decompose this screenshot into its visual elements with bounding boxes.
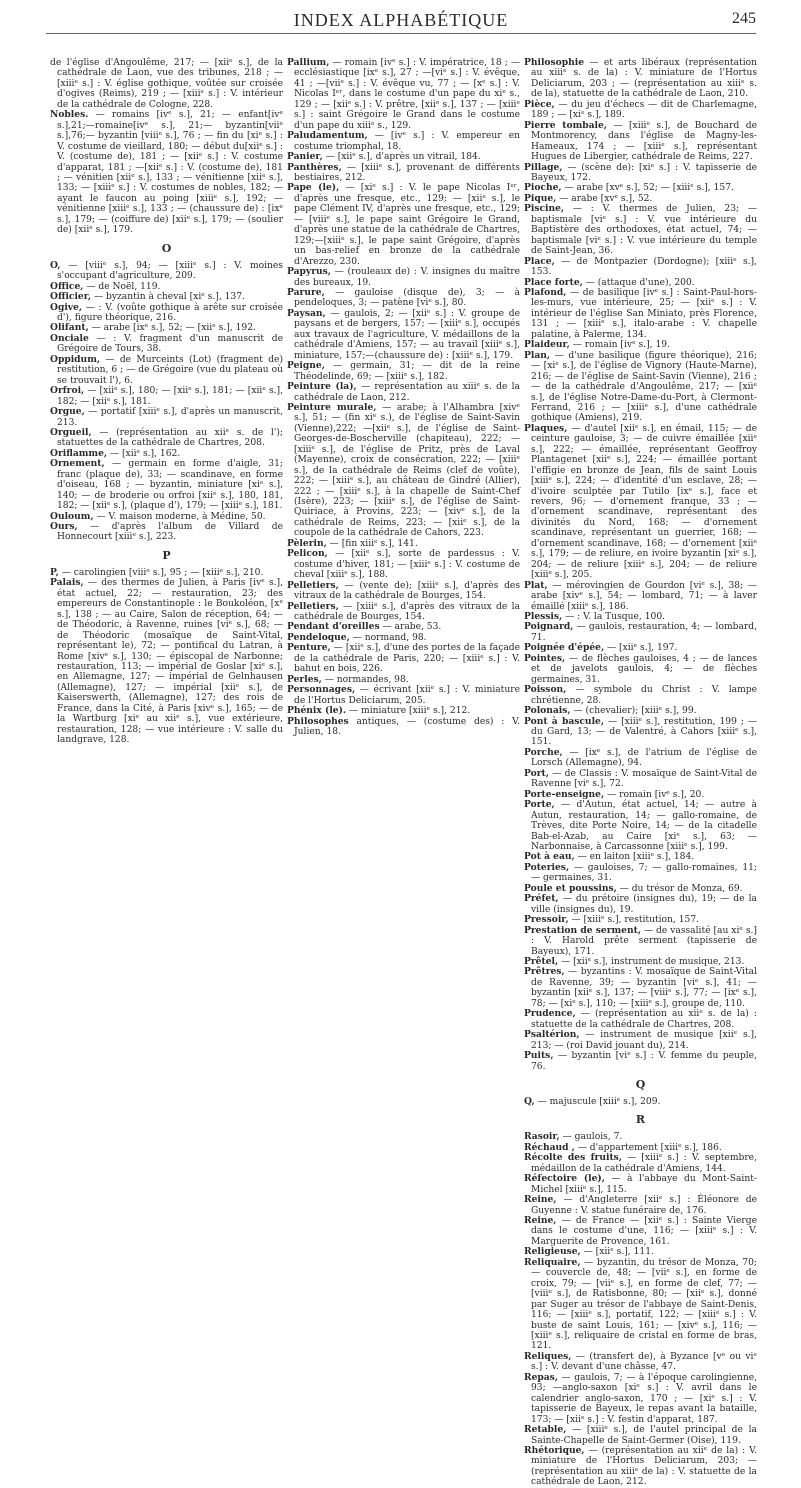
entry-headword: Plessis, — [524, 611, 563, 623]
entry-text: — mérovingien de Gourdon [viᵉ s.], 38; — arabe [xivᵉ s.], 54; — lombard, 71; — à laver émaillé [xiiiᵉ s.], 186. — [531, 580, 757, 612]
index-entry — [524, 926, 757, 957]
entry-headword: Pont à bascule, — [524, 715, 605, 727]
entry-text: — [xiiiᵉ s.], de l'autel principal de la Sainte-Chapelle de Saint-Germer (Oise), 119. — [531, 1425, 757, 1446]
entry-headword: P, — [50, 566, 59, 578]
index-entry — [50, 334, 283, 355]
page-number: 245 — [732, 10, 756, 27]
entry-text: — gauloises, 7; — gallo-romaines, 11; — germaines, 31. — [531, 862, 757, 884]
index-entry — [50, 578, 283, 745]
index-entry — [50, 512, 283, 522]
index-entry — [524, 1446, 757, 1488]
entry-headword: Réchaud , — [524, 1141, 575, 1153]
index-entry — [524, 1258, 757, 1352]
entry-text: — [xiiiᵉ s.], d'après des vitraux de la cathédrale de Bourges, 154. — [294, 601, 520, 623]
entry-text: — (rouleaux de) : V. insignes du maître des bureaux, 19. — [294, 267, 520, 288]
index-entry — [50, 428, 283, 449]
entry-headword: Polonais, — [524, 705, 571, 717]
index-entry — [524, 1097, 757, 1107]
section-letter: R — [635, 1113, 646, 1127]
entry-headword: Philosophie — [524, 57, 585, 68]
entry-text: — (attaque d'une), 200. — [582, 277, 695, 288]
index-entry — [287, 643, 520, 674]
entry-headword: Penture, — [287, 642, 331, 654]
entry-text: — germain en forme d'aigle, 31; franc (plaque de), 33; — scandinave, en forme d'oiseau, 168 ; — byzantin, miniature [xiᵉ s.], 140; — de broderie ou orfroi [xiiᵉ s.], 180, 181, 182; — [xiiᵉ s.], (plaque d'), 179; — [xiiiᵉ s.], 181. — [57, 459, 283, 512]
index-entry — [287, 309, 520, 361]
entry-text: — du jeu d'échecs — dit de Charlemagne, 189 ; — [xiᵉ s.], 189. — [531, 99, 757, 121]
entry-text: — arabe [ixᵉ s.], 52; — [xiiᵉ s.], 192. — [88, 323, 256, 334]
entry-headword: Préfet, — [524, 893, 559, 905]
entry-headword: Plan, — [524, 349, 551, 361]
entry-text: — (vente de); [xiiiᵉ s.], d'après des vitraux de la cathédrale de Bourges, 154. — [294, 580, 520, 602]
entry-headword: Pressoir, — [524, 914, 569, 926]
entry-text: — [xiiiᵉ s.] : V. septembre, médaillon de la cathédrale d'Amiens, 144. — [531, 1153, 757, 1174]
entry-headword: Reine, — [524, 1194, 557, 1206]
index-entry — [524, 769, 757, 790]
entry-text: — [xiiᵉ s.], 111. — [580, 1247, 654, 1258]
entry-headword: O, — [50, 259, 61, 271]
entry-text: — symbole du Christ : V. lampe chrétienne, 28. — [531, 685, 757, 706]
entry-headword: Peinture murale, — [287, 401, 377, 413]
entry-text: — d'autel [xiiᵉ s.], en émail, 115; — de ceinture gauloise, 3; — de cuivre émaillée [xiiᵉ s.], 222; — émaillée, représentant Geoffroy Plantagenet [xiiᵉ s.], 224; — émaillée portant l'effigie en bronze de Jean, fils de saint Louis [xiiiᵉ s.], 224; — d'identité d'un esclave, 28; — d'ivoire sculptée par Tutilo [ixᵉ s.], face et revers, 96; — d'ornement franque, 33 ; — d'ornement scandinave, représentant des divinités du Nord, 168; — d'ornement scandinave, représentant un guerrier, 168; — d'ornement scandinave, 168; — d'ornement [xiiᵉ s.], 179; — de reliure, en ivoire byzantin [xiᵉ s.], 204; — de reliure [xiiiᵉ s.], 204; — de reliure [xiiiᵉ s.], 205. — [531, 423, 757, 581]
index-column-2 — [287, 58, 520, 1488]
index-entry — [287, 549, 520, 580]
entry-text: — [ivᵉ s.] : V. empereur en costume triomphal, 18. — [294, 131, 520, 152]
entry-headword: Nobles. — [50, 109, 89, 121]
index-entry — [524, 288, 757, 340]
index-entry — [50, 386, 283, 407]
entry-text: — gaulois, 7; — à l'époque carolingienne, 93; —anglo-saxon [xiᵉ s.] : V. avril dans le calendrier anglo-saxon, 170 ; — [xiᵉ s.] : V. tapisserie de Bayeux, le repas avant la bataille, 173; — [xiiᵉ s.] : V. festin d'apparat, 187. — [531, 1372, 757, 1425]
entry-text: — en laiton [xiiiᵉ s.], 184. — [574, 852, 695, 863]
entry-text: — [xiiᵉ s.], 162. — [107, 448, 181, 459]
entry-text: — : V. la Tusque, 100. — [562, 612, 666, 623]
index-entry — [524, 257, 757, 278]
entry-headword: Pelletiers, — [287, 600, 339, 612]
entry-headword: Papyrus, — [287, 266, 331, 278]
entry-headword: Place forte, — [524, 276, 583, 288]
entry-headword: Pèlerin, — [287, 537, 327, 549]
entry-text: — [xiiiᵉ s.], restitution, 157. — [568, 915, 700, 926]
entry-text: — arabe [xvᵉ s.], 52. — [556, 193, 653, 204]
entry-headword: Prudence, — [524, 1008, 576, 1020]
index-entry — [524, 1352, 757, 1373]
index-entry — [287, 685, 520, 706]
entry-headword: Pierre tombale, — [524, 119, 607, 131]
entry-text: — gaulois, 7. — [559, 1132, 623, 1143]
entry-text: — [xiᵉ s.] : V. le pape Nicolas Iᵉʳ, d'après une fresque, etc., 129; — [xiiᵉ s.], le pape Clément IV, d'après une fresque, etc., 129; — [viiiᵉ s.], le pape saint Grégoire le Grand, d'après une statue de la cathédrale de Chartres, 129;—[xiiiᵉ s.], le pape saint Grégoire, d'après un bas-relief en bronze de la cathédrale d'Arezzo, 230. — [294, 183, 520, 267]
index-entry — [524, 1425, 757, 1446]
entry-headword: Repas, — [524, 1371, 558, 1383]
entry-headword: Panier, — [287, 151, 323, 163]
entry-headword: Ouloum, — [50, 510, 94, 522]
entry-text: — (scène de): [xiᵉ s.] : V. tapisserie de Bayeux, 172. — [531, 162, 757, 183]
index-entry — [524, 1030, 757, 1051]
index-entry — [524, 790, 757, 800]
entry-text: — miniature [xiiiᵉ s.], 212. — [346, 706, 471, 717]
entry-text: — [xiiᵉ s.], 197. — [604, 643, 678, 654]
index-column-1 — [50, 58, 283, 1488]
entry-headword: Pape (le), — [287, 182, 340, 194]
entry-text: — [xiiᵉ s.], d'une des portes de la façade de la cathédrale de Paris, 220; — [xiiiᵉ s.] : V. bahut en bois, 226. — [294, 643, 520, 675]
index-entry — [524, 204, 757, 256]
index-entry — [287, 288, 520, 309]
entry-headword: Poisson, — [524, 684, 567, 696]
entry-text: — du prétoire (insignes du), 19; — de la ville (insignes du), 19. — [531, 894, 757, 915]
index-entry — [50, 261, 283, 282]
entry-text: — germain, 31; — dit de la reine Théodelinde, 69; — [xiiiᵉ s.], 182. — [294, 361, 520, 382]
entry-headword: Phénix (le). — [287, 705, 347, 717]
header-rule — [46, 33, 756, 34]
entry-headword: Port, — [524, 767, 549, 779]
index-entry — [50, 568, 283, 578]
index-entry — [524, 121, 757, 163]
index-entry — [524, 100, 757, 121]
entry-text: — représentation au xiiiᵉ s. de la cathédrale de Laon, 212. — [294, 382, 520, 403]
entry-headword: Philosophes — [287, 715, 349, 727]
entry-headword: Religieuse, — [524, 1246, 581, 1258]
entry-text: — romain [ivᵉ s.], 20. — [604, 789, 705, 800]
index-entry — [524, 717, 757, 748]
entry-headword: Orgueil, — [50, 426, 92, 438]
entry-text: — de flèches gauloises, 4 ; — de lances et de javelots gaulois, 4; — de flèches germaines, 31. — [531, 653, 757, 685]
entry-text: — de basilique [ivᵉ s.] : Saint-Paul-hors-les-murs, vue intérieure, 25; — [xiiᵉ s.] : V. intérieur de l'église San Miniato, près Florence, 131 ; — [xiiiᵉ s.], italo-arabe : V. chapelle palatine, à Palerme, 134. — [531, 287, 757, 340]
entry-text: — écrivant [xiiᵉ s.] : V. miniature de l'Hortus Deliciarum, 205. — [294, 685, 520, 706]
index-entry — [524, 1051, 757, 1072]
entry-text: — normandes, 98. — [321, 674, 409, 685]
entry-text: — de Murceints (Lot) (fragment de) restitution, 6 ; — de Grégoire (vue du plateau où se trouvait l'), 6. — [57, 354, 283, 386]
entry-text: — [xiiᵉ s.], 180; — [xiiᵉ s.], 181; — [xiiᵉ s.], 182; — [xiiᵉ s.], 181. — [57, 386, 283, 407]
entry-headword: Puits, — [524, 1050, 554, 1062]
entry-headword: Pallium, — [287, 57, 330, 68]
index-entry — [287, 183, 520, 267]
index-columns — [50, 57, 758, 1488]
entry-headword: Porte, — [524, 799, 555, 811]
index-entry — [287, 382, 520, 403]
entry-headword: Plat, — [524, 579, 548, 591]
entry-headword: Olifant, — [50, 322, 89, 334]
entry-headword: Palais, — [50, 577, 84, 589]
index-entry — [287, 163, 520, 184]
entry-text: — romain [ivᵉ s.], 19. — [569, 340, 670, 351]
index-entry — [524, 183, 757, 193]
index-entry — [524, 1195, 757, 1216]
entry-headword: Poteries, — [524, 861, 570, 873]
entry-headword: Oppidum, — [50, 353, 101, 365]
entry-text: — d'appartement [xiiiᵉ s.], 186. — [574, 1142, 722, 1153]
index-entry — [524, 58, 757, 100]
entry-headword: Poule et poussins, — [524, 882, 617, 894]
entry-text: — de France — [xiiᵉ s.] : Sainte Vierge dans le costume d'une, 116; — [xiiiᵉ s.] : V. Marguerite de Provence, 161. — [531, 1216, 757, 1247]
index-entry — [524, 967, 757, 1009]
index-entry — [524, 1373, 757, 1425]
entry-text: — majuscule [xiiiᵉ s.], 209. — [534, 1096, 661, 1107]
entry-text: — : V. (voûte gothique à arête sur croisée d'), figure théorique, 216. — [57, 302, 283, 323]
index-entry — [287, 403, 520, 539]
entry-headword: Ours, — [50, 521, 78, 533]
entry-headword: Office, — [50, 280, 84, 292]
entry-text: — (transfert de), à Byzance [vᵉ ou viᵉ s.] : V. devant d'une châsse, 47. — [531, 1351, 757, 1373]
entry-text: — [xiiiᵉ s.], provenant de différents bestiaires, 212. — [294, 162, 520, 183]
index-entry — [524, 351, 757, 424]
index-entry — [287, 602, 520, 623]
entry-headword: Orfroi, — [50, 385, 85, 397]
index-entry — [524, 1009, 757, 1030]
index-entry — [524, 581, 757, 612]
index-entry — [50, 58, 283, 110]
entry-text: — d'Angleterre [xiiᵉ s.] : Éléonore de Guyenne : V. statue funéraire de, 176. — [531, 1195, 757, 1216]
index-entry — [287, 58, 520, 131]
index-entry — [524, 622, 757, 643]
entry-text: — [xiiᵉ s.], d'après un vitrail, 184. — [322, 152, 481, 163]
entry-headword: Rasoir, — [524, 1131, 560, 1143]
index-entry — [287, 131, 520, 152]
entry-text: — [ixᵉ s.], de l'atrium de l'église de Lorsch (Allemagne), 94. — [531, 747, 757, 769]
entry-headword: Personnages, — [287, 684, 356, 696]
entry-text: — (chevalier); [xiiiᵉ s.], 99. — [570, 706, 697, 717]
entry-headword: Paludamentum, — [287, 130, 368, 142]
entry-headword: Ogive, — [50, 301, 83, 313]
entry-text: — gaulois, 2; — [xiiᵉ s.] : V. groupe de paysans et de bergers, 157; — [xiiiᵉ s.], occupés aux travaux de l'agriculture, V. médaillons de la cathédrale d'Amiens, 157; — au travail [xiiiᵉ s.], miniature, 157;—(chaussure de) : [xiiiᵉ s.], 179. — [294, 308, 520, 361]
entry-headword: Peinture (la), — [287, 381, 357, 393]
index-entry — [524, 1153, 757, 1174]
index-entry — [524, 424, 757, 581]
entry-headword: Pendeloque, — [287, 631, 350, 643]
entry-text: — de Classis : V. mosaïque de Saint-Vital de Ravenne [viᵉ s.], 72. — [531, 768, 757, 790]
entry-headword: Officier, — [50, 291, 92, 303]
entry-headword: Prestation de serment, — [524, 924, 642, 936]
index-entry — [50, 110, 283, 235]
entry-text: — [viiiᵉ s.], 94; — [xiiiᵉ s.] : V. moines s'occupant d'agriculture, 209. — [57, 260, 283, 282]
index-entry — [524, 748, 757, 769]
index-entry — [524, 654, 757, 685]
index-entry — [50, 355, 283, 386]
entry-text: — et arts libéraux (représentation au xiiiᵉ s. de la) : V. miniature de l'Hortus Deliciarum, 203 ; — (représentation au xiiiᵉ s. de la), statuette de la cathédrale de Laon, 210. — [531, 58, 757, 100]
index-entry — [287, 717, 520, 738]
index-entry — [50, 292, 283, 302]
entry-headword: Onciale — [50, 332, 89, 344]
entry-text: de l'église d'Angoulême, 217; — [xiiᵉ s.], de la cathédrale de Laon, vue des tribunes, 218 ; — [xiiiᵉ s.] : V. église gothique, voûtée sur croisée d'ogives (Reims), 219 ; — [xiiiᵉ s.] : V. intérieur de la cathédrale de Cologne, 228. — [50, 58, 283, 110]
entry-text: — normand, 98. — [349, 632, 427, 643]
index-entry — [50, 303, 283, 324]
entry-headword: Q, — [524, 1095, 535, 1107]
index-column-3 — [524, 58, 757, 1488]
entry-headword: Plaques, — [524, 422, 568, 434]
index-entry — [524, 1174, 757, 1195]
entry-text: — byzantins : V. mosaïque de Saint-Vital de Ravenne, 39; — byzantin [viᵉ s.], 41; — byzantin [xiiᵉ s.], 137; — [viiiᵉ s.], 77; — [ixᵉ s.], 78; — [xiᵉ s.], 110; — [xiiiᵉ s.], groupe de, 110. — [531, 967, 757, 1009]
entry-text: — romains [ivᵉ s.], 21; — enfant[ivᵉ s.],21;—romaine[ivᵉ s.], 21;— byzantin[viiᵉ s.],76;— byzantin [viiiᵉ s.], 76 ; — fin du [xiᵉ s.] : V. costume de vieillard, 180; — début du[xiiᵉ s.] : V. (costume de), 181 ; — [xiiᵉ s.] : V. costume d'apparat, 181 ; —[xiiᵉ s.] : V. (costume de), 181 ; — vénitien [xiiᵉ s.], 133 ; — vénitienne [xiiᵉ s.], 133; — [xiiiᵉ s.] : V. costumes de nobles, 182; — ayant le faucon au poing [xiiiᵉ s.], 192; — vénitienne [xiiiᵉ s.], 133 ; — (chaussure de) : [ixᵉ s.], 179; — (coiffure de) [xiiᵉ s.], 179; — (soulier de) [xiiᵉ s.], 179. — [57, 110, 283, 236]
entry-text: — [fin xiiiᵉ s.], 141. — [326, 538, 418, 549]
section-letter: O — [161, 241, 172, 255]
entry-headword: Orgue, — [50, 406, 85, 418]
entry-text: — des thermes de Julien, à Paris [ivᵉ s.], état actuel, 22; — restauration, 23; des empereurs de Constantinople : le Boukoléon, [xᵉ s.], 138 ; — au Caire, Salon de réception, 64; — de Théodoric, à Ravenne, ruines [viᵉ s.], 68; — de Théodoric (mosaïque de Saint-Vital, représentant le), 72; — pontifical du Latran, à Rome [xivᵉ s.], 130; — épiscopal de Narbonne; restauration, 113; — impérial de Goslar [xiᵉ s.], en Allemagne, 127; — impérial de Gelnhausen (Allemagne), 127; — impérial [xiiᵉ s.], de Kaiserswerth, (Allemagne), 127; des rois de France, dans la Cité, à Paris [xivᵉ s.], 165; — de la Wartburg [xiᵉ au xiiᵉ s.], vue extérieure, restauration, 128; — vue intérieure : V. salle du landgrave, 128. — [57, 578, 283, 746]
entry-headword: Prêtres, — [524, 966, 565, 978]
entry-text: — V. maison moderne, à Médine, 50. — [93, 511, 266, 522]
entry-text: antiques, — (costume des) : V. Julien, 18. — [294, 716, 520, 737]
entry-text: — arabe; à l'Alhambra [xivᵉ s.], 51; — (fin xiᵉ s.), de l'église de Saint-Savin (Vienne),222; —[xiiᵉ s.], de l'église de Saint-Georges-de-Boscherville (chapiteau), 222; —[xiiiᵉ s.], de l'église de Pritz, près de Laval (Mayenne), croix de consécration, 222; — [xiiiᵉ s.], de la cathédrale de Reims (clef de voûte), 222; — [xiiiᵉ s.], au château de Gindré (Allier), 222 ; — [xiiiᵉ s.], à la chapelle de Saint-Chef (Isère), 223; — [xiiiᵉ s.], de l'église de Saint-Quiriace, à Provins, 223; — [xivᵉ s.], de la cathédrale de Reims, 223; — [xiiᵉ s.], de la coupole de la cathédrale de Cahors, 223. — [294, 402, 520, 539]
entry-text: — de Montpazier (Dordogne); [xiiiᵉ s.], 153. — [531, 256, 757, 278]
entry-text: — [xiiᵉ s.], instrument de musique, 213. — [558, 956, 745, 967]
index-entry — [524, 863, 757, 884]
page-title: INDEX ALPHABÉTIQUE — [293, 10, 509, 30]
entry-headword: Place, — [524, 255, 555, 267]
entry-text: — (représentation au xiiᵉ s. de la) : statuette de la cathédrale de Chartres, 208. — [531, 1009, 757, 1030]
entry-text: — d'Autun, état actuel, 14; — autre à Autun, restauration, 14; — gallo-romaine, de Trèves, dite Porte Noire, 14; — de la citadelle Bab-el-Azab, au Caire [xiᵉ s.], 63; — Narbonnaise, à Carcassonne [xiiiᵉ s.], 199. — [531, 800, 757, 852]
entry-headword: Parure, — [287, 286, 325, 298]
index-entry — [524, 163, 757, 184]
index-entry — [50, 459, 283, 511]
index-entry — [287, 581, 520, 602]
entry-headword: Pique, — [524, 192, 557, 204]
entry-headword: Reine, — [524, 1215, 557, 1227]
entry-headword: Perles, — [287, 673, 322, 685]
index-entry — [524, 800, 757, 852]
entry-text: — arabe, 53. — [379, 622, 442, 633]
entry-text: — [xiiiᵉ s.], restitution, 199 ; — du Gard, 13; — de Valentré, à Cahors [xiiiᵉ s.], 151. — [531, 716, 758, 748]
index-entry — [524, 1216, 757, 1247]
entry-headword: Prêtel, — [524, 955, 559, 967]
entry-headword: Pelletiers, — [287, 579, 339, 591]
entry-headword: Pelicon, — [287, 548, 328, 560]
entry-headword: Reliquaire, — [524, 1256, 581, 1268]
entry-headword: Reliques, — [524, 1350, 572, 1362]
index-entry — [287, 361, 520, 382]
entry-headword: Pot à eau, — [524, 851, 575, 863]
entry-headword: Ornement, — [50, 458, 105, 470]
entry-text: — de vassalité [au xiᵉ s.] : V. Harold prête serment (tapisserie de Bayeux), 171. — [531, 925, 757, 957]
entry-headword: Porte-enseigne, — [524, 788, 605, 800]
entry-headword: Paysan, — [287, 307, 326, 319]
index-entry — [524, 894, 757, 915]
entry-headword: Oriflamme, — [50, 447, 108, 459]
entry-headword: Pièce, — [524, 98, 555, 110]
entry-headword: Plaideur, — [524, 339, 570, 351]
entry-text: — d'une basilique (figure théorique), 216; — [xiᵉ s.], de l'église de Vignory (Haute-Marne), 216; — de l'église de Saint-Savin (Vienne), 216 ; — de la cathédrale d'Angoulême, 217; — [xiiᵉ s.], de l'église Notre-Dame-du-Port, à Clermont-Ferrand, 216 ; — [xiiiᵉ s.], d'une cathédrale gothique (Amiens), 219. — [531, 350, 757, 424]
entry-headword: Pillage, — [524, 161, 563, 173]
entry-text: — portatif [xiiiᵉ s.], d'après un manuscrit, 213. — [57, 407, 283, 428]
entry-headword: Réfectoire (le), — [524, 1173, 605, 1185]
index-entry — [524, 340, 757, 350]
entry-headword: Récolte des fruits, — [524, 1152, 622, 1164]
entry-text: — [xiiiᵉ s.], de Bouchard de Montmorency, dans l'église de Magny-les-Hameaux, 174 ; — [xiiiᵉ s.], représentant Hugues de Libergier, cathédrale de Reims, 227. — [531, 120, 757, 163]
entry-text: — romain [ivᵉ s.] : V. impératrice, 18 ; — ecclésiastique [ixᵉ s.], 27 ; —[viᵉ s.] : V. évêque, 41 ; —[viiᵉ s.] : V. évêque vu, 77 ; — [xᵉ s.] : V. Nicolas Iᵉʳ, dans le costume d'un pape du xiᵉ s., 129 ; — [xiiᵉ s.] : V. prêtre, [xiiᵉ s.], 137 ; — [xiiiᵉ s.] : saint Grégoire le Grand dans le costume d'un pape du xiiiᵉ s., 129. — [294, 58, 520, 131]
entry-headword: Rhétorique, — [524, 1445, 585, 1456]
index-entry — [287, 267, 520, 288]
entry-text: — byzantin, du trésor de Monza, 70; — couvercle de, 48; — [viiᵉ s.], en forme de croix, 79; — [viiᵉ s.], en forme de clef, 77; — [viiiᵉ s.], de Ratisbonne, 80; — [xiiᵉ s.], donné par Suger au trésor de l'abbaye de Saint-Denis, 116; — [xiiiᵉ s.], portatif, 122; — [xiiiᵉ s.] : V. buste de saint Louis, 161; — [xivᵉ s.], 116; — [xiiiᵉ s.], reliquaire de cristal en forme de bras, 121. — [531, 1257, 757, 1352]
entry-text: — de Noël, 119. — [83, 281, 161, 292]
page-header — [46, 6, 756, 40]
entry-text: — [xiiᵉ s.], sorte de pardessus : V. costume d'hiver, 181; — [xiiiᵉ s.] : V. costume de cheval [xiiiᵉ s.], 188. — [294, 549, 520, 581]
entry-text: — (représentation au xiiᵉ de la) : V. miniature de l'Hortus Deliciarum, 203; — (représentation au xiiiᵉ de la) : V. statuette de la cathédrale de Laon, 212. — [531, 1446, 757, 1488]
entry-text: — (représentation au xiiᵉ s. de l'); statuettes de la cathédrale de Chartres, 208. — [57, 427, 283, 449]
entry-headword: Psaltérion, — [524, 1029, 580, 1041]
entry-text: — : V. fragment d'un manuscrit de Grégoire de Tours, 38. — [57, 333, 283, 355]
entry-headword: Peigne, — [287, 360, 325, 372]
index-entry — [524, 685, 757, 706]
entry-text: — byzantin à cheval [xiᵉ s.], 137. — [91, 292, 245, 303]
index-entry — [50, 522, 283, 543]
entry-headword: Piscine, — [524, 203, 565, 215]
entry-text: — carolingien [viiiᵉ s.], 95 ; — [xiiiᵉ s.], 210. — [58, 567, 264, 578]
index-entry — [50, 407, 283, 428]
entry-headword: Plafond, — [524, 286, 567, 298]
section-letter: Q — [635, 1077, 646, 1091]
entry-headword: Panthères, — [287, 161, 342, 173]
section-letter: P — [162, 548, 171, 562]
entry-headword: Pendant d'oreilles — [287, 621, 380, 633]
entry-text: — du trésor de Monza, 69. — [616, 883, 743, 894]
entry-headword: Poignard, — [524, 621, 574, 633]
entry-text: — arabe [xvᵉ s.], 52; — [xiiiᵉ s.], 157. — [561, 183, 734, 194]
entry-headword: Poignée d'épée, — [524, 642, 605, 654]
entry-text: — gaulois, restauration, 4; — lombard, 71. — [531, 622, 757, 643]
entry-text: — d'après l'album de Villard de Honnecourt [xiiiᵉ s.], 223. — [57, 522, 283, 543]
entry-text: — gauloise (disque de), 3; — à pendeloques, 3; — patène [viᵉ s.], 80. — [294, 287, 520, 309]
entry-headword: Pointes, — [524, 652, 566, 664]
entry-text: — à l'abbaye du Mont-Saint-Michel [xiiiᵉ s.], 115. — [531, 1174, 757, 1195]
entry-text: — instrument de musique [xiiᵉ s.], 213; — (roi David jouant du), 214. — [531, 1030, 757, 1051]
entry-text: — byzantin [viᵉ s.] : V. femme du peuple, 76. — [531, 1051, 757, 1072]
entry-text: — : V. thermes de Julien, 23; — baptismale [viᵉ s.] : V. vue intérieure du Baptistère des orthodoxes, état actuel, 74; — baptismale [viᵉ s.] : V. vue intérieure du temple de Saint-Jean, 36. — [531, 204, 757, 257]
entry-headword: Pioche, — [524, 182, 562, 194]
entry-headword: Porche, — [524, 746, 563, 758]
entry-headword: Retable, — [524, 1424, 567, 1436]
